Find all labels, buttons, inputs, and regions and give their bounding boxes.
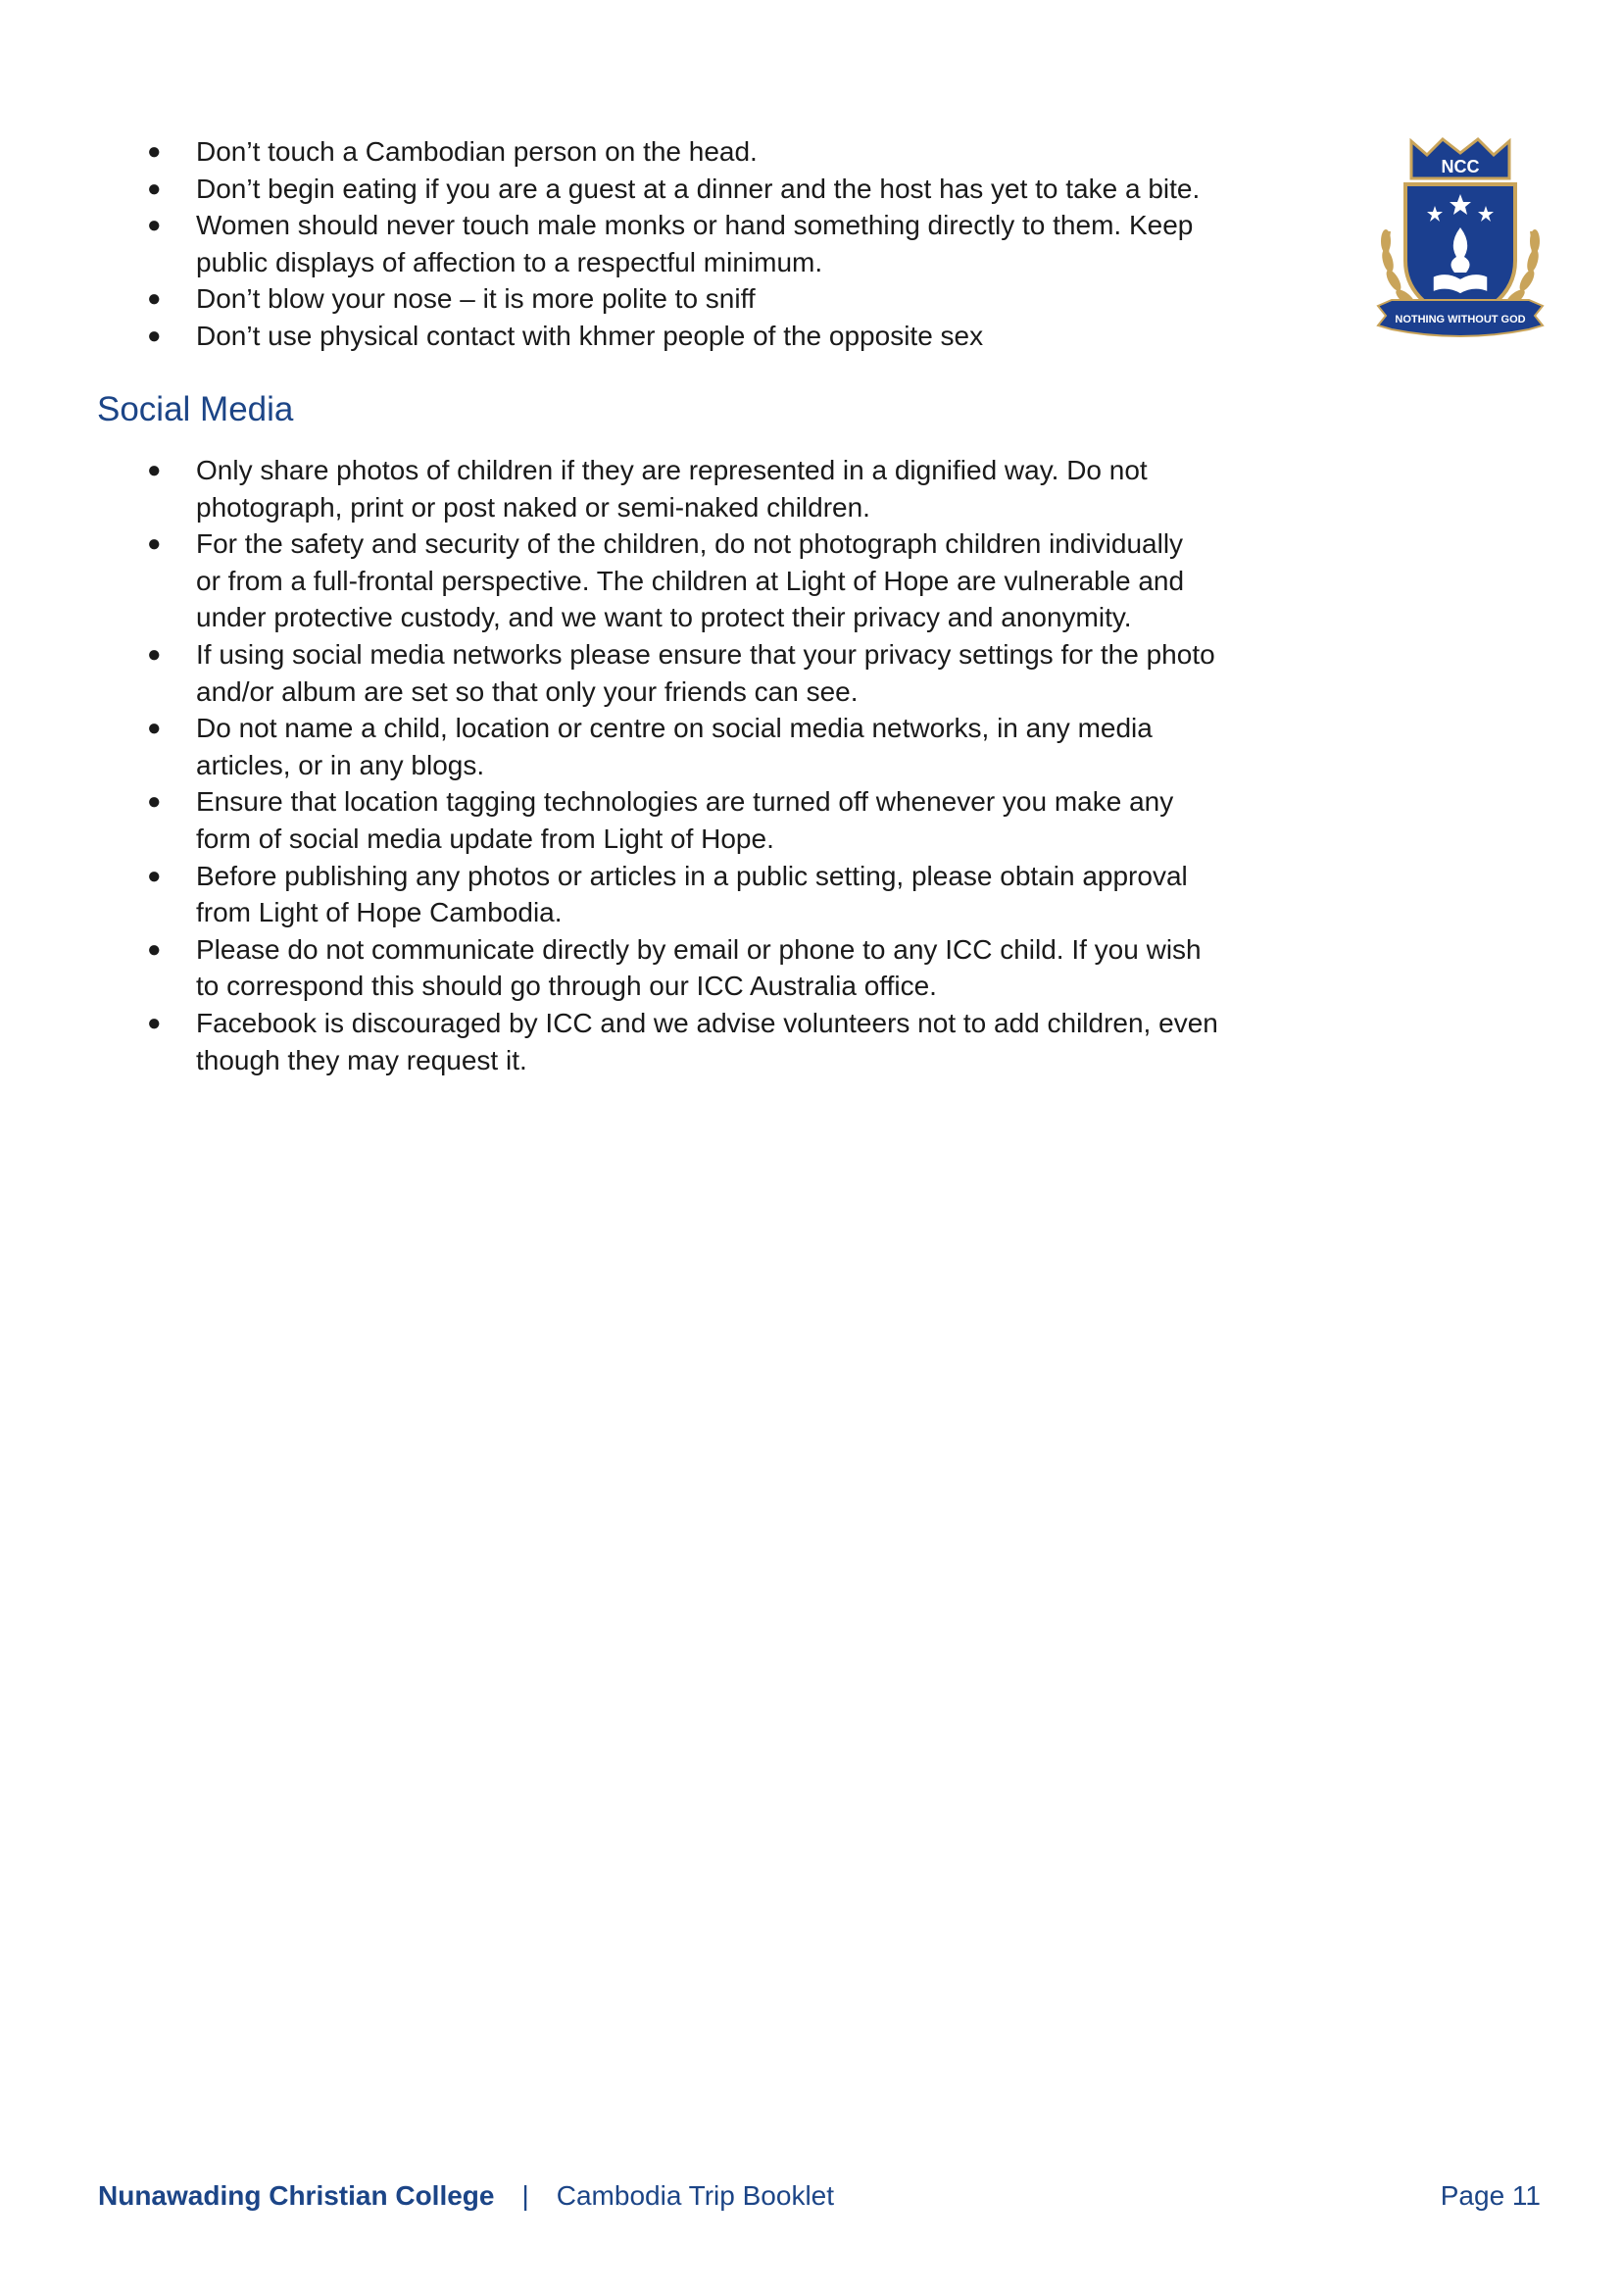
list-item (145, 931, 1360, 1005)
bullet-icon: ● (147, 457, 162, 483)
list-item-text: articles, or in any blogs. (196, 749, 485, 780)
bullet-icon: ● (147, 212, 162, 239)
list-item (145, 207, 1360, 280)
list-item (145, 636, 1360, 710)
list-item-text: photograph, print or post naked or semi-naked children. (196, 491, 870, 523)
list-item-text: Please do not communicate directly by email or phone to any ICC child. If you wish (196, 933, 1202, 965)
list-item (145, 171, 1360, 208)
list-item (145, 525, 1360, 636)
footer-title (98, 2180, 834, 2212)
bullet-icon: ● (147, 715, 162, 742)
list-item-text: from Light of Hope Cambodia. (196, 897, 563, 928)
footer-booklet-name: Cambodia Trip Booklet (556, 2180, 835, 2211)
list-item-text: Don’t use physical contact with khmer people of the opposite sex (196, 320, 984, 351)
bullet-icon: ● (147, 640, 162, 668)
list-item-text: though they may request it. (196, 1044, 527, 1075)
list-item (145, 133, 1360, 171)
list-item-text: Don’t touch a Cambodian person on the head. (196, 136, 758, 167)
bullet-icon: ● (147, 862, 162, 889)
list-item (145, 280, 1360, 318)
list-item (145, 783, 1360, 857)
list-item-text: Don’t blow your nose – it is more polite to sniff (196, 283, 756, 315)
social-media-list (145, 452, 1360, 1078)
list-item-text: Ensure that location tagging technologies are turned off whenever you make any (196, 786, 1174, 818)
list-item-text: Facebook is discouraged by ICC and we advise volunteers not to add children, even (196, 1007, 1218, 1038)
bullet-icon: ● (147, 285, 162, 313)
list-item (145, 1005, 1360, 1078)
list-item (145, 452, 1360, 525)
bullet-icon: ● (147, 1009, 162, 1036)
list-item-text: public displays of affection to a respectful minimum. (196, 246, 823, 277)
list-item-text: If using social media networks please ensure that your privacy settings for the photo (196, 638, 1215, 670)
section-heading-social-media: Social Media (97, 390, 294, 428)
list-item (145, 710, 1360, 783)
bullet-icon: ● (147, 322, 162, 349)
bullet-icon: ● (147, 175, 162, 202)
bullet-icon: ● (147, 935, 162, 963)
page-number: Page 11 (1440, 2180, 1541, 2211)
list-item-text: and/or album are set so that only your friends can see. (196, 675, 859, 707)
list-item-text: Before publishing any photos or articles in a public setting, please obtain approval (196, 860, 1188, 891)
list-item-text: form of social media update from Light of Hope. (196, 823, 774, 854)
etiquette-list (145, 133, 1360, 355)
crest-initials: NCC (1441, 157, 1480, 176)
list-item-text: Women should never touch male monks or hand something directly to them. Keep (196, 210, 1194, 241)
list-item (145, 318, 1360, 355)
list-item-text: to correspond this should go through our ICC Australia office. (196, 971, 937, 1002)
college-crest-logo (1372, 133, 1549, 345)
bullet-icon: ● (147, 530, 162, 558)
list-item-text: Don’t begin eating if you are a guest at a dinner and the host has yet to take a bite. (196, 173, 1201, 204)
list-item-text: or from a full-frontal perspective. The children at Light of Hope are vulnerable and (196, 565, 1185, 596)
footer-college-name: Nunawading Christian College (98, 2180, 495, 2211)
footer-separator: | (521, 2180, 529, 2211)
list-item-text: For the safety and security of the children, do not photograph children individually (196, 528, 1184, 560)
bullet-icon: ● (147, 138, 162, 165)
list-item (145, 858, 1360, 931)
crest-motto: NOTHING WITHOUT GOD (1395, 314, 1526, 325)
bullet-icon: ● (147, 788, 162, 816)
list-item-text: Only share photos of children if they are represented in a dignified way. Do not (196, 455, 1148, 485)
list-item-text: under protective custody, and we want to protect their privacy and anonymity. (196, 602, 1132, 633)
list-item-text: Do not name a child, location or centre on social media networks, in any media (196, 713, 1153, 744)
